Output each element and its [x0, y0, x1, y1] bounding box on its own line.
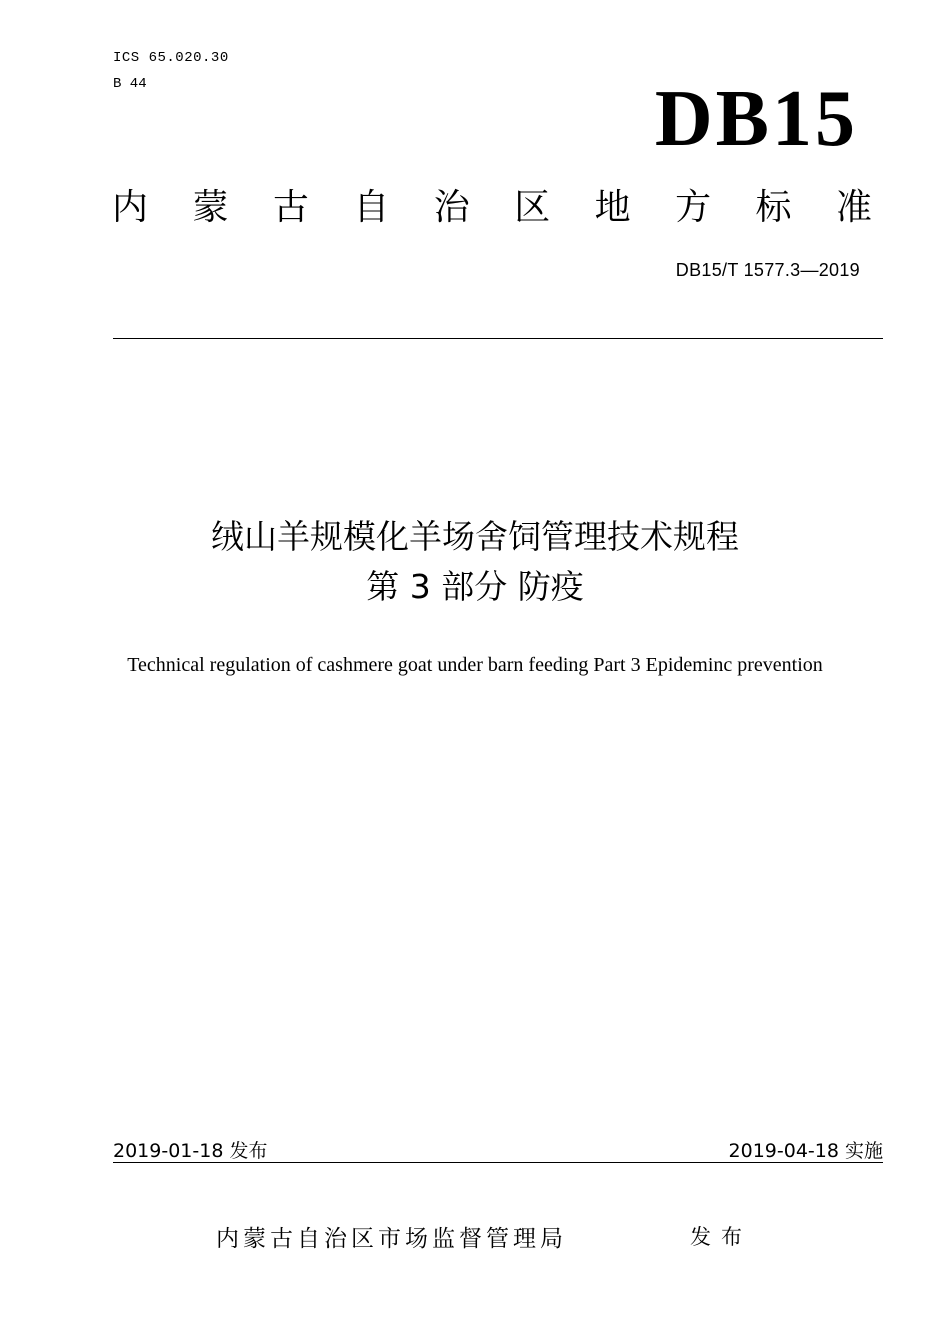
- chinese-title-line-1: 绒山羊规模化羊场舍饲管理技术规程: [211, 517, 739, 556]
- standard-type-char: 标: [755, 187, 792, 228]
- chinese-title: [0, 512, 950, 612]
- bottom-divider: [113, 1162, 883, 1163]
- ics-code: ICS 65.020.30: [113, 50, 229, 66]
- standard-number: DB15/T 1577.3—2019: [675, 260, 860, 280]
- standard-type-char: 区: [514, 187, 551, 228]
- classification-code: B 44: [113, 76, 147, 92]
- standard-type-char: 蒙: [192, 187, 229, 228]
- standard-type-char: 内: [112, 187, 149, 228]
- chinese-title-line-2: 第 3 部分 防疫: [366, 567, 584, 606]
- standard-type-char: 自: [353, 187, 390, 228]
- implementation-date: 2019-04-18 实施: [728, 1140, 883, 1162]
- standard-type-heading: [112, 184, 872, 232]
- db15-logo: DB15: [654, 75, 858, 163]
- issue-date: 2019-01-18 发布: [113, 1140, 268, 1162]
- top-divider: [113, 338, 883, 339]
- standard-type-char: 古: [272, 187, 309, 228]
- issuing-authority: 内蒙古自治区市场监督管理局: [216, 1226, 567, 1252]
- standard-type-char: 地: [594, 187, 631, 228]
- english-title: Technical regulation of cashmere goat under barn feeding Part 3 Epideminc prevention: [127, 654, 823, 676]
- standard-type-char: 方: [675, 187, 712, 228]
- standard-type-char: 准: [835, 187, 872, 228]
- standard-type-char: 治: [433, 187, 470, 228]
- issued-label: 发布: [690, 1225, 752, 1249]
